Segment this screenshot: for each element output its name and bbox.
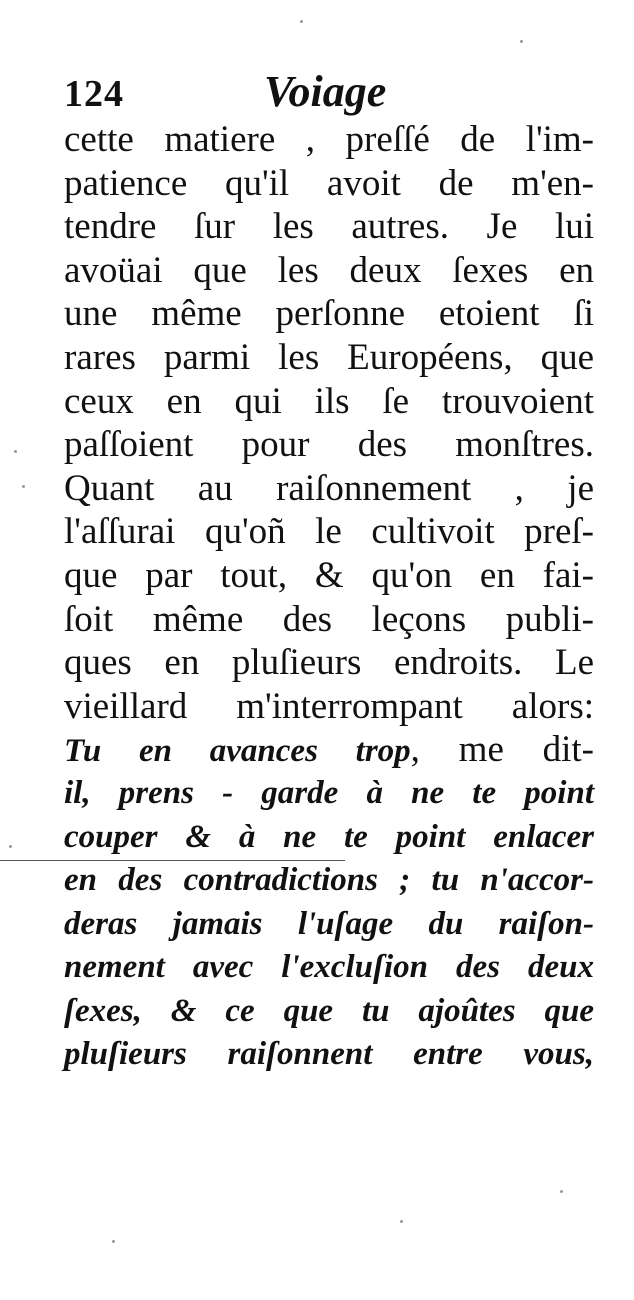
text-line-mixed <box>64 728 594 772</box>
text-line: l'aſſurai qu'oñ le cultivoit preſ- <box>64 511 594 553</box>
scan-speck <box>112 1240 115 1243</box>
text-line: ques en pluſieurs endroits. Le <box>64 642 594 684</box>
text-line: ceux en qui ils ſe trouvoient <box>64 380 594 422</box>
roman-phrase: , me dit- <box>410 729 594 771</box>
body-text <box>64 118 594 1077</box>
text-line: que par tout, & qu'on en fai- <box>64 554 594 596</box>
text-line: cette matiere , preſſé de l'im- <box>64 119 594 160</box>
scan-speck <box>400 1220 403 1223</box>
italic-text-line: deras jamais l'uſage du raiſon- <box>64 905 594 942</box>
scan-speck <box>520 40 523 43</box>
italic-text-line: ſexes, & ce que tu ajoûtes que <box>64 992 594 1029</box>
text-line: avoüai que les deux ſexes en <box>64 249 594 291</box>
scan-speck <box>14 450 17 453</box>
scan-speck <box>560 1190 563 1193</box>
italic-text-line: en des contradictions ; tu n'accor- <box>64 862 594 899</box>
text-line: Quant au raiſonnement , je <box>64 467 594 509</box>
italic-text-line: il, prens - garde à ne te point <box>64 774 594 811</box>
text-line: patience qu'il avoit de m'en- <box>64 162 594 204</box>
text-line: rares parmi les Européens, que <box>64 336 594 378</box>
italic-text-line: nement avec l'excluſion des deux <box>64 949 594 986</box>
scan-speck <box>22 485 25 488</box>
text-line: ſoit même des leçons publi- <box>64 598 594 640</box>
text-line: paſſoient pour des monſtres. <box>64 424 594 466</box>
italic-text-line: pluſieurs raiſonnent entre vous, <box>64 1036 594 1073</box>
running-head: Voiage <box>264 67 387 116</box>
scan-speck <box>300 20 303 23</box>
italic-phrase: Tu en avances trop <box>64 733 411 770</box>
text-line: tendre ſur les autres. Je lui <box>64 206 594 248</box>
text-line: une même perſonne etoient ſi <box>64 293 594 335</box>
text-line: vieillard m'interrompant alors: <box>64 685 594 727</box>
italic-text-line: couper & à ne te point enlacer <box>64 818 594 855</box>
scan-speck <box>9 845 12 848</box>
page-header <box>64 66 604 118</box>
page-number: 124 <box>64 73 124 115</box>
